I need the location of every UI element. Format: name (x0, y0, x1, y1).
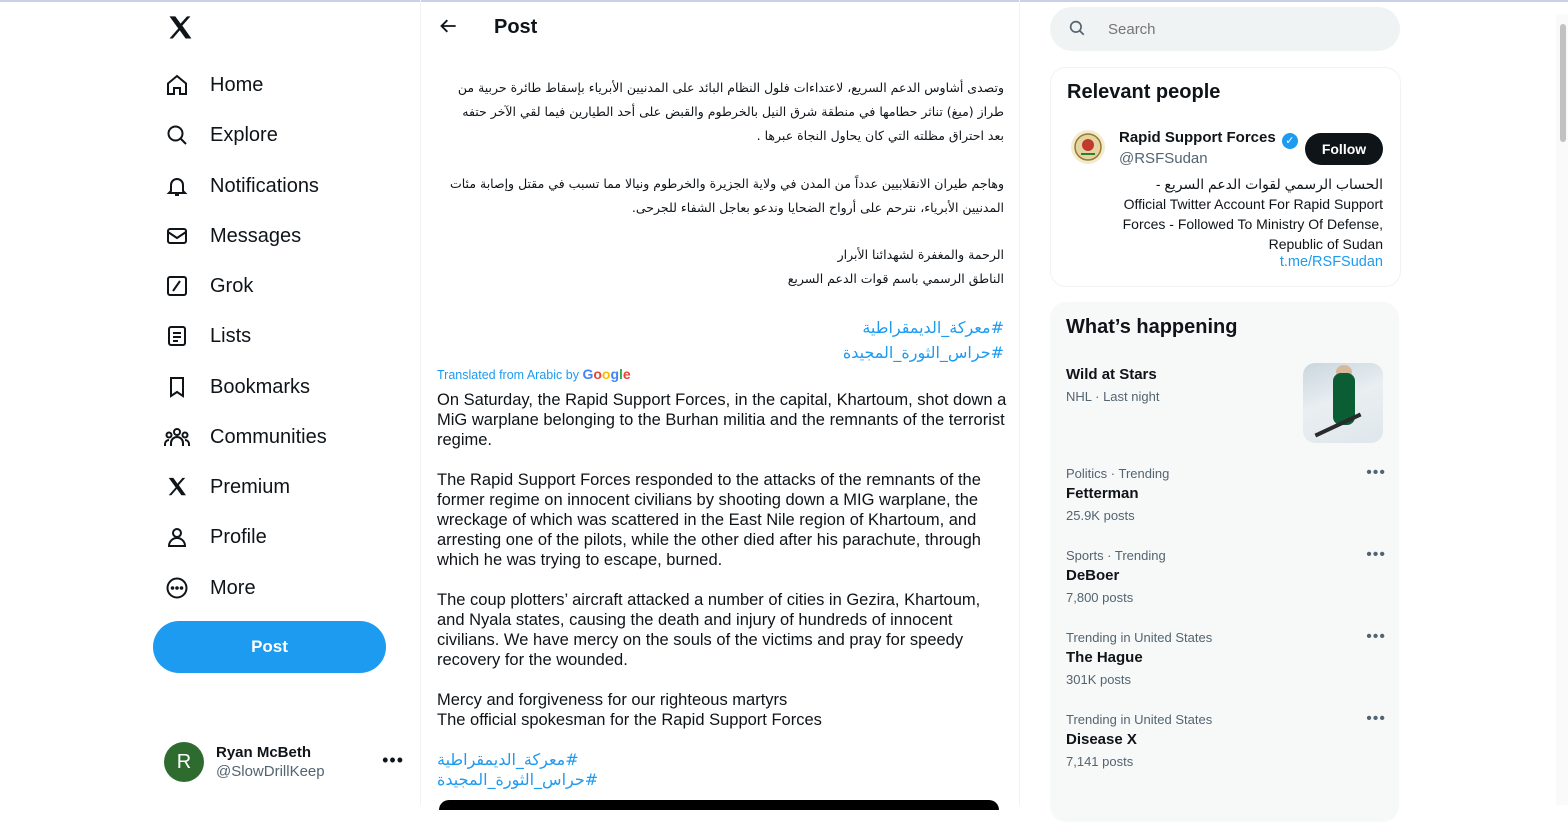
post-translation-paragraph-3: The coup plotters’ aircraft attacked a number of cities in Gezira, Khartoum, and Nyala states, causing the death and injury of hundreds of innocent civilians. We have mercy on the souls of the victims and pray for speedy recovery for the wounded. (437, 591, 981, 669)
x-logo-icon[interactable] (166, 14, 196, 44)
more-horizontal-icon[interactable]: ••• (1366, 628, 1386, 645)
post-arabic-line-3b: الناطق الرسمي باسم قوات الدعم السريع (787, 271, 1004, 286)
account-text (216, 744, 325, 780)
post-arabic-line-3a: الرحمة والمغفرة لشهدائنا الأبرار (837, 247, 1004, 262)
trend-meta: Politics · Trending (1066, 466, 1170, 481)
trend-meta: NHL · Last night (1066, 389, 1160, 404)
person-icon (164, 524, 190, 550)
nav-explore[interactable] (164, 115, 278, 155)
nav-premium[interactable] (164, 467, 290, 507)
hashtag-link[interactable]: #حراس_الثورة_المجيدة (842, 343, 1004, 362)
search-icon (164, 122, 190, 148)
nav-communities[interactable] (164, 417, 327, 457)
post-translation-line-4b: The official spokesman for the Rapid Support Forces (437, 711, 822, 729)
relevant-person-bio: الحساب الرسمي لقوات الدعم السريع - Official Twitter Account For Rapid Support Forces - Followed To Ministry Of Defense, Republic of Sudan (1122, 176, 1383, 252)
whats-happening-title: What’s happening (1066, 316, 1238, 338)
trend-name: DeBoer (1066, 567, 1120, 584)
primary-navigation (146, 0, 420, 805)
hashtag-link[interactable]: #حراس_الثورة_المجيدة (437, 770, 599, 789)
nav-home[interactable] (164, 65, 263, 105)
relevant-person-name[interactable] (1119, 129, 1298, 149)
trend-count: 7,800 posts (1066, 590, 1134, 605)
nav-bookmarks-label: Bookmarks (210, 375, 311, 398)
account-name: Ryan McBeth (216, 744, 312, 761)
grok-icon (164, 273, 190, 299)
avatar: R (164, 742, 204, 782)
trend-item[interactable] (1066, 630, 1386, 687)
more-horizontal-icon[interactable]: ••• (1366, 710, 1386, 727)
nav-profile[interactable] (164, 517, 267, 557)
post-translation-paragraph-2: The Rapid Support Forces responded to the attacks of the remnants of the former regime on innocent civilians by shooting down a MIG warplane, the wreckage of which was scattered in the East Nile region of Khartoum, and arresting one of the pilots, while the other died after his parachute, through which he was trying to escape, burned. (437, 471, 981, 569)
relevant-people-card (1050, 67, 1401, 287)
nav-notifications-label: Notifications (210, 174, 319, 197)
relevant-person-name-text: Rapid Support Forces (1119, 129, 1276, 146)
nav-grok-label: Grok (210, 274, 254, 297)
nav-communities-label: Communities (210, 425, 327, 448)
avatar[interactable] (1071, 130, 1105, 164)
trend-name: Disease X (1066, 731, 1137, 748)
trend-thumbnail-image[interactable] (1303, 363, 1383, 443)
trend-item[interactable] (1066, 466, 1386, 523)
post-button[interactable]: Post (153, 621, 386, 673)
nav-notifications[interactable] (164, 166, 319, 206)
hashtag-link[interactable]: #معركة_الديمقراطية (862, 318, 1004, 337)
hashtag-link[interactable]: #معركة_الديمقراطية (437, 750, 579, 769)
nav-profile-label: Profile (210, 525, 267, 548)
bookmark-icon (164, 374, 190, 400)
search-bar[interactable] (1050, 7, 1400, 51)
nav-home-label: Home (210, 73, 264, 96)
home-icon (164, 72, 190, 98)
trend-item[interactable] (1066, 548, 1386, 605)
account-switcher[interactable] (164, 740, 404, 784)
relevant-person-handle: @RSFSudan (1119, 150, 1208, 167)
back-arrow-icon[interactable] (439, 16, 459, 42)
mail-icon (164, 223, 190, 249)
nav-lists-label: Lists (210, 324, 252, 347)
trend-name: Wild at Stars (1066, 366, 1157, 383)
nav-lists[interactable] (164, 316, 251, 356)
trend-item[interactable] (1066, 712, 1386, 769)
nav-messages[interactable] (164, 216, 301, 256)
trend-meta: Sports · Trending (1066, 548, 1166, 563)
trend-count: 301K posts (1066, 672, 1132, 687)
google-logo: Google (582, 366, 631, 382)
post-translation-line-4a: Mercy and forgiveness for our righteous martyrs (437, 691, 788, 709)
search-icon (1068, 19, 1088, 39)
nav-bookmarks[interactable] (164, 367, 310, 407)
translation-attribution (437, 366, 631, 382)
trend-name: The Hague (1066, 649, 1143, 666)
more-horizontal-icon[interactable]: ••• (1366, 546, 1386, 563)
relevant-people-title: Relevant people (1067, 81, 1221, 103)
post-media[interactable] (439, 800, 999, 810)
trend-count: 25.9K posts (1066, 508, 1135, 523)
x-logo-icon (164, 474, 190, 500)
account-handle: @SlowDrillKeep (216, 763, 325, 780)
page-title: Post (494, 16, 538, 38)
more-horizontal-icon[interactable]: ••• (382, 750, 404, 770)
post-header (421, 0, 1019, 56)
trend-count: 7,141 posts (1066, 754, 1134, 769)
nav-grok[interactable] (164, 266, 253, 306)
translation-label: Translated from Arabic by (437, 368, 579, 382)
scrollbar-thumb[interactable] (1560, 24, 1566, 142)
relevant-person-link[interactable]: t.me/RSFSudan (1279, 254, 1383, 270)
trend-meta: Trending in United States (1066, 712, 1213, 727)
list-icon (164, 323, 190, 349)
search-input[interactable] (1106, 20, 1370, 39)
nav-premium-label: Premium (210, 475, 291, 498)
verified-badge-icon: ✓ (1282, 133, 1298, 149)
post-translation-paragraph-1: On Saturday, the Rapid Support Forces, in the capital, Khartoum, shot down a MiG warplane belonging to the Burhan militia and the remnants of the terrorist regime. (437, 391, 1007, 449)
trend-meta: Trending in United States (1066, 630, 1213, 645)
follow-button[interactable]: Follow (1305, 133, 1383, 165)
nav-more-label: More (210, 576, 256, 599)
nav-more[interactable] (164, 568, 256, 608)
bell-icon (164, 173, 190, 199)
communities-icon (164, 424, 190, 450)
more-horizontal-icon[interactable]: ••• (1366, 464, 1386, 481)
post-arabic-paragraph-1: وتصدى أشاوس الدعم السريع، لاعتداءات فلول النظام البائد على المدنيين الأبرياء بإسقاط طائرة حربية من طراز (ميغ) تناثر حطامها في منطقة شرق النيل بالخرطوم والقبض على أحد الطيارين فيما لقي الآخر حتفه بعد احتراق مظلته التي كان يحاول النجاة عبرها . (457, 80, 1004, 143)
nav-explore-label: Explore (210, 123, 278, 146)
post-detail-column (420, 0, 1020, 805)
nav-messages-label: Messages (210, 224, 302, 247)
trend-name: Fetterman (1066, 485, 1139, 502)
whats-happening-card (1050, 302, 1399, 822)
post-arabic-paragraph-2: وهاجم طيران الانقلابيين عدداً من المدن في ولاية الجزيرة والخرطوم ونيالا مما تسبب في مقتل وإصابة مئات المدنيين الأبرياء، نترحم على أرواح الضحايا وندعو بعاجل الشفاء للجرحى. (449, 176, 1004, 215)
more-circle-icon (164, 575, 190, 601)
